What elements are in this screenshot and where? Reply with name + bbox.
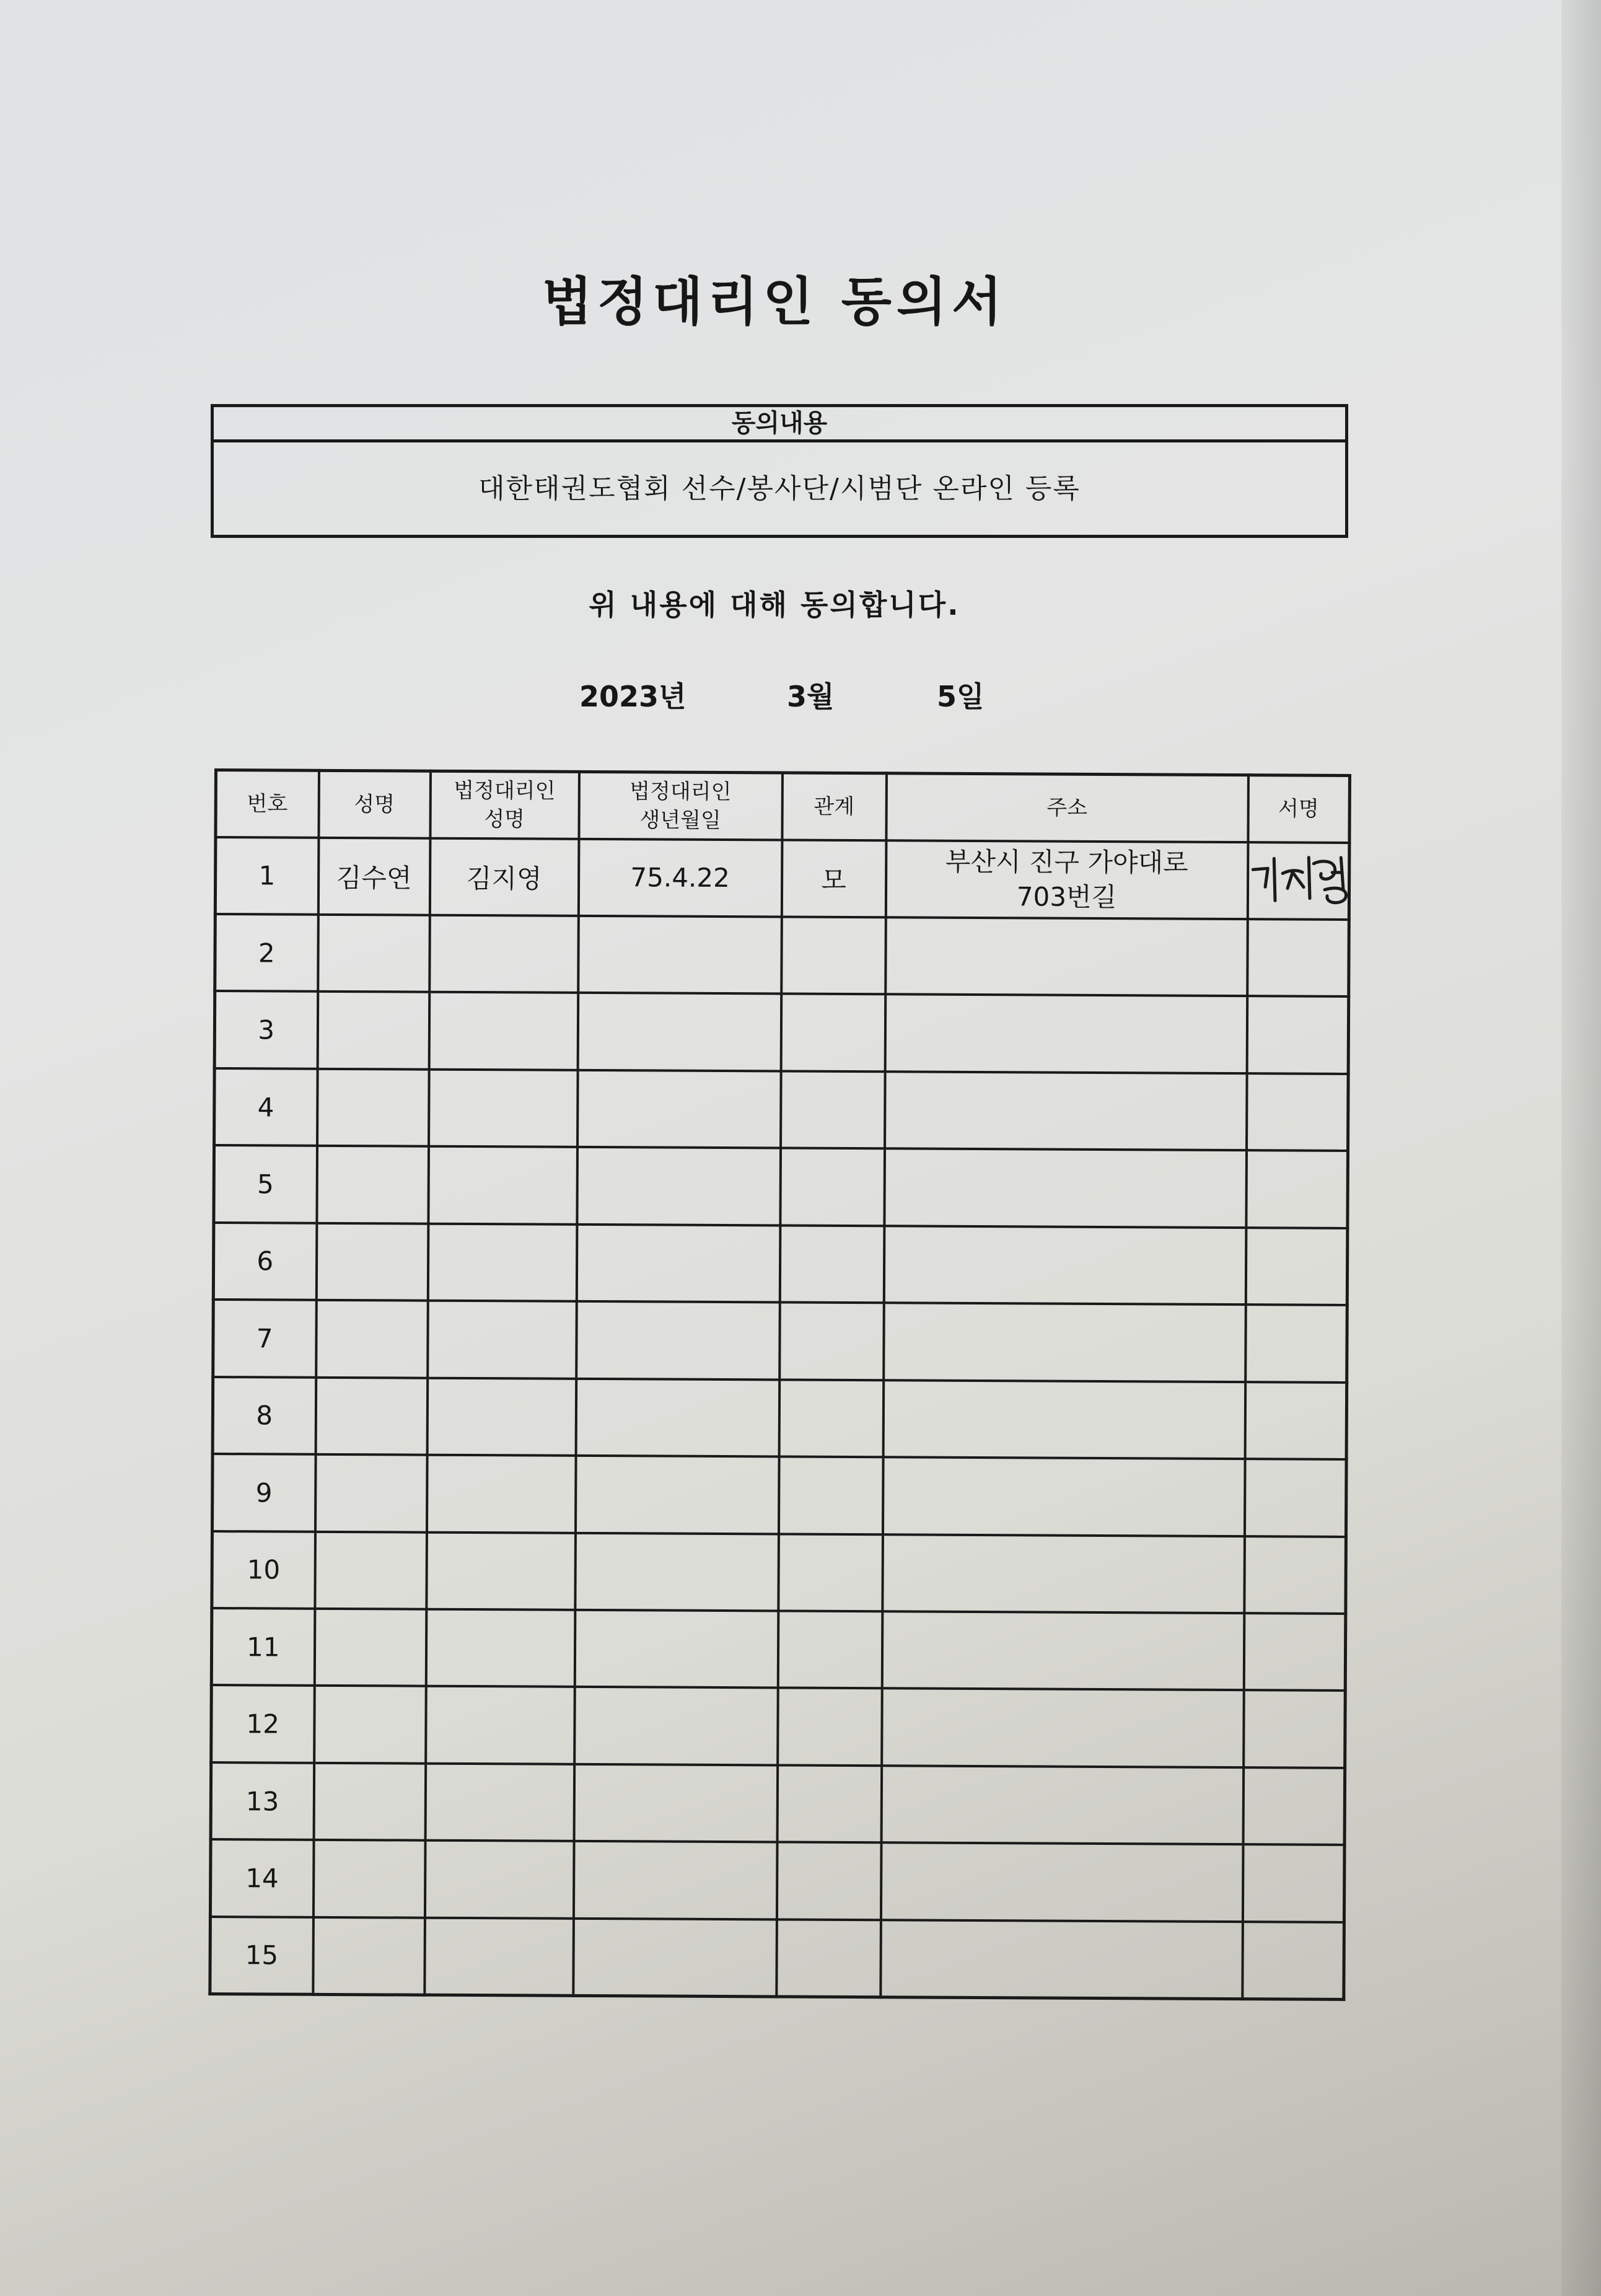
agreement-statement: 위 내용에 대해 동의합니다. bbox=[589, 588, 960, 622]
cell-relation bbox=[778, 1457, 883, 1534]
cell-rep-birth bbox=[573, 1919, 777, 1997]
cell-name bbox=[318, 915, 430, 992]
cell-address bbox=[884, 1149, 1247, 1228]
address-line-2: 703번길 bbox=[1016, 881, 1117, 912]
cell-signature bbox=[1247, 919, 1349, 996]
cell-address bbox=[882, 1689, 1244, 1767]
cell-no: 8 bbox=[213, 1377, 316, 1454]
cell-address bbox=[882, 1611, 1244, 1690]
cell-address bbox=[880, 1920, 1243, 1999]
address-line-1: 부산시 진구 가야대로 bbox=[945, 846, 1188, 878]
cell-relation bbox=[779, 1225, 884, 1303]
cell-rep-name bbox=[424, 1918, 574, 1996]
cell-relation bbox=[777, 1765, 882, 1842]
cell-name: 김수연 bbox=[318, 837, 430, 915]
header-name: 성명 bbox=[318, 770, 431, 838]
table-row bbox=[211, 1762, 1345, 1845]
cell-address bbox=[880, 1843, 1243, 1922]
cell-rep-name bbox=[429, 915, 579, 993]
cell-rep-birth bbox=[577, 1070, 781, 1148]
cell-rep-name: 김지영 bbox=[429, 838, 579, 916]
table-row bbox=[211, 1685, 1346, 1767]
cell-rep-name bbox=[426, 1455, 576, 1533]
cell-rep-birth bbox=[577, 1147, 781, 1225]
cell-no: 15 bbox=[210, 1917, 314, 1994]
cell-rep-birth bbox=[578, 916, 782, 994]
consent-content-box bbox=[211, 404, 1348, 538]
cell-rep-birth bbox=[575, 1456, 779, 1534]
cell-address bbox=[883, 1380, 1245, 1459]
cell-signature bbox=[1242, 1922, 1344, 1999]
cell-signature bbox=[1247, 1073, 1349, 1151]
cell-rep-name bbox=[429, 1070, 578, 1148]
header-rep-birth bbox=[579, 772, 783, 840]
table-row bbox=[213, 1300, 1348, 1382]
consent-heading: 동의내용 bbox=[214, 407, 1345, 442]
cell-address bbox=[881, 1766, 1244, 1844]
cell-address bbox=[882, 1534, 1245, 1613]
table-row bbox=[212, 1454, 1346, 1536]
cell-address bbox=[884, 1226, 1246, 1304]
cell-address bbox=[884, 1303, 1246, 1382]
cell-signature bbox=[1245, 1304, 1348, 1382]
cell-rep-birth bbox=[574, 1610, 778, 1688]
cell-no: 3 bbox=[214, 991, 318, 1068]
table-row bbox=[211, 1608, 1346, 1691]
consent-text: 대한태권도협회 선수/봉사단/시범단 온라인 등록 bbox=[478, 473, 1081, 504]
cell-signature bbox=[1243, 1767, 1345, 1845]
cell-no: 6 bbox=[213, 1223, 317, 1300]
table-row bbox=[212, 1531, 1346, 1614]
cell-no: 7 bbox=[213, 1300, 317, 1377]
document-title: 법정대리인 동의서 bbox=[542, 271, 1007, 332]
cell-rep-birth bbox=[574, 1764, 778, 1842]
cell-signature bbox=[1242, 1845, 1344, 1922]
cell-address bbox=[885, 995, 1247, 1073]
cell-name bbox=[316, 1223, 428, 1301]
cell-rep-name bbox=[426, 1609, 575, 1687]
cell-no: 10 bbox=[212, 1531, 315, 1609]
cell-signature bbox=[1246, 1150, 1348, 1228]
cell-relation bbox=[778, 1611, 882, 1688]
date-day: 5일 bbox=[937, 680, 985, 713]
cell-rep-birth bbox=[577, 993, 781, 1071]
header-signature: 서명 bbox=[1248, 775, 1350, 843]
handwritten-signature bbox=[1248, 845, 1349, 913]
cell-rep-birth bbox=[575, 1533, 779, 1611]
cell-name bbox=[314, 1609, 426, 1686]
cell-signature bbox=[1244, 1613, 1346, 1691]
cell-name bbox=[317, 1146, 429, 1223]
cell-signature bbox=[1244, 1691, 1346, 1768]
cell-rep-birth bbox=[576, 1225, 780, 1303]
table-row bbox=[214, 1068, 1349, 1151]
cell-signature bbox=[1247, 996, 1349, 1074]
cell-relation bbox=[779, 1303, 884, 1380]
cell-address bbox=[882, 1457, 1245, 1536]
cell-rep-birth bbox=[573, 1841, 777, 1919]
cell-rep-name bbox=[427, 1378, 576, 1456]
cell-address bbox=[885, 840, 1248, 919]
table-row bbox=[210, 1917, 1344, 2000]
table-row bbox=[214, 1145, 1348, 1228]
cell-no: 13 bbox=[211, 1762, 314, 1840]
table-row bbox=[210, 1839, 1344, 1922]
table-row bbox=[215, 914, 1349, 996]
header-rep-name-line2: 성명 bbox=[484, 806, 525, 832]
date-year: 2023년 bbox=[579, 680, 686, 713]
cell-rep-name bbox=[426, 1686, 575, 1764]
cell-signature bbox=[1244, 1459, 1346, 1536]
cell-relation bbox=[776, 1919, 881, 1997]
cell-address bbox=[885, 1071, 1247, 1150]
table-row bbox=[214, 991, 1349, 1073]
cell-name bbox=[315, 1454, 427, 1532]
paper-edge-shadow bbox=[1561, 0, 1601, 2296]
cell-signature bbox=[1245, 1228, 1348, 1305]
cell-relation bbox=[778, 1534, 883, 1611]
cell-relation: 모 bbox=[781, 840, 886, 917]
table-row bbox=[215, 837, 1349, 920]
header-rep-name bbox=[430, 771, 579, 838]
cell-no: 2 bbox=[215, 914, 318, 992]
cell-no: 1 bbox=[215, 837, 318, 915]
cell-relation bbox=[776, 1842, 881, 1920]
cell-no: 4 bbox=[214, 1068, 318, 1146]
cell-relation bbox=[781, 1071, 885, 1148]
cell-name bbox=[315, 1531, 427, 1609]
table-row bbox=[213, 1377, 1347, 1459]
cell-rep-name bbox=[426, 1532, 576, 1610]
cell-name bbox=[315, 1377, 428, 1454]
cell-relation bbox=[781, 917, 886, 994]
cell-no: 12 bbox=[211, 1685, 315, 1762]
header-rep-name-line1: 법정대리인 bbox=[454, 778, 556, 804]
cell-name bbox=[316, 1300, 428, 1378]
cell-rep-birth bbox=[574, 1687, 778, 1765]
cell-rep-name bbox=[428, 1146, 577, 1225]
cell-signature bbox=[1247, 842, 1349, 920]
cell-rep-name bbox=[424, 1841, 574, 1919]
cell-signature bbox=[1244, 1536, 1346, 1614]
cell-relation bbox=[778, 1688, 882, 1766]
cell-relation bbox=[779, 1379, 884, 1457]
cell-no: 14 bbox=[210, 1839, 314, 1917]
table-header-row bbox=[216, 770, 1350, 843]
registration-table bbox=[208, 768, 1351, 2001]
header-rep-birth-line1: 법정대리인 bbox=[629, 779, 732, 804]
cell-address bbox=[885, 917, 1248, 996]
cell-name bbox=[314, 1686, 426, 1763]
date-month: 3월 bbox=[787, 680, 835, 713]
table-row bbox=[213, 1223, 1348, 1305]
cell-rep-birth bbox=[576, 1301, 780, 1379]
cell-no: 5 bbox=[214, 1145, 317, 1223]
cell-name bbox=[317, 1069, 429, 1146]
cell-signature bbox=[1245, 1382, 1347, 1459]
cell-relation bbox=[780, 1148, 885, 1226]
header-relation: 관계 bbox=[782, 773, 887, 840]
cell-no: 11 bbox=[211, 1608, 315, 1686]
header-no: 번호 bbox=[216, 770, 319, 838]
cell-name bbox=[314, 1763, 426, 1841]
cell-rep-name bbox=[425, 1764, 574, 1842]
cell-rep-birth: 75.4.22 bbox=[578, 838, 782, 917]
header-rep-birth-line2: 생년월일 bbox=[639, 807, 721, 833]
registration-table-wrapper bbox=[208, 768, 1348, 2001]
cell-rep-name bbox=[428, 1301, 577, 1379]
cell-name bbox=[313, 1840, 425, 1917]
cell-relation bbox=[781, 994, 885, 1071]
cell-no: 9 bbox=[212, 1454, 315, 1531]
cell-rep-birth bbox=[576, 1379, 779, 1457]
header-address: 주소 bbox=[886, 773, 1248, 842]
cell-rep-name bbox=[429, 992, 578, 1070]
cell-rep-name bbox=[428, 1223, 577, 1301]
cell-name bbox=[317, 992, 429, 1069]
cell-name bbox=[313, 1917, 425, 1995]
